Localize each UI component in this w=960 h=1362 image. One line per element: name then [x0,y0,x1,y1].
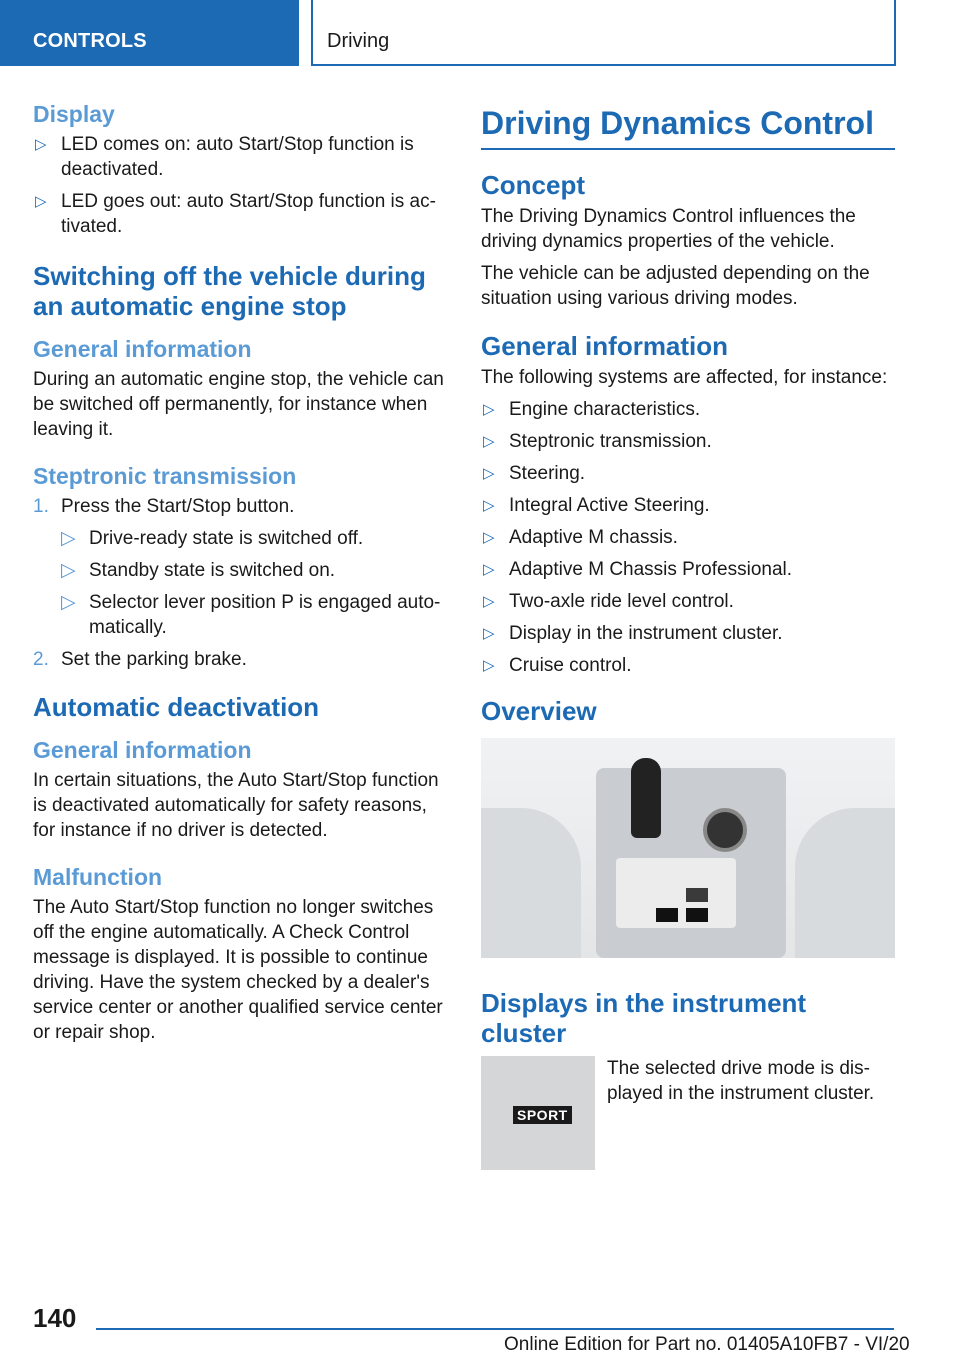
list-item: ▷ Engine characteristics. [483,399,701,420]
list-item: ▷ Display in the instrument cluster. [483,623,783,644]
steptronic-heading: Steptronic transmission [33,463,297,489]
selector-lever-icon [631,758,661,838]
step-number: 2. [33,649,49,670]
page-number: 140 [33,1303,77,1333]
displays-heading: Displays in the instrument cluster [481,988,807,1048]
display-list [33,132,445,239]
list-item: ▷ LED goes out: auto Start/Stop function is ac‐tivated. [35,191,436,237]
list-item: ▷ Selector lever position P is engaged auto‐matically. [61,592,441,638]
triangle-bullet-icon: ▷ [483,529,495,546]
triangle-bullet-icon: ▷ [483,593,495,610]
triangle-bullet-icon: ▷ [483,401,495,418]
list-item: ▷ Steering. [483,463,586,484]
steps-list [33,494,445,672]
concept-heading: Concept [481,170,585,200]
triangle-bullet-icon: ▷ [483,561,495,578]
list-item: 1. Press the Start/Stop button. ▷ Drive-ready state is switched off. ▷ Standby state is switched on. ▷ Selector lever position P is engaged auto‐matically. [33,494,445,640]
list-item: ▷ Steptronic transmission. [483,431,712,452]
triangle-bullet-icon: ▷ [483,497,495,514]
concept-text-1: The Driving Dynamics Control influences the driving dynamics properties of the vehicle. [481,206,856,252]
drive-mode-button-icon [686,888,708,902]
switch-off-heading: Switching off the vehicle during an automatic engine stop [33,261,426,321]
overview-heading: Overview [481,696,597,726]
header-section-tab [0,0,299,66]
general-text: The following systems are affected, for instance: [481,367,888,388]
drive-mode-button-icon [686,908,708,922]
triangle-bullet-icon: ▷ [35,193,47,210]
footer-edition: Online Edition for Part no. 01405A10FB7 - VI/20 [504,1334,910,1355]
auto-general-heading: General information [33,737,252,763]
general-info-text: During an automatic engine stop, the vehicle can be switched off permanently, for instance when leaving it. [33,369,444,440]
header-chapter-box [311,0,896,66]
list-item: ▷ Standby state is switched on. [61,560,336,581]
triangle-bullet-icon: ▷ [483,465,495,482]
header-chapter-label: Driving [327,30,390,52]
list-item: ▷ Cruise control. [483,655,632,676]
triangle-bullet-icon: ▷ [61,528,76,549]
displays-section [481,1056,895,1176]
triangle-bullet-icon: ▷ [483,625,495,642]
seat-left-shape [481,808,581,958]
header-section-label: CONTROLS [33,30,147,52]
instrument-cluster-image [481,1056,595,1170]
list-item: ▷ Two-axle ride level control. [483,591,734,612]
list-item: ▷ Adaptive M Chassis Professional. [483,559,793,580]
auto-deactivation-heading: Automatic deactivation [33,692,320,722]
malfunction-heading: Malfunction [33,864,163,890]
list-item: ▷ LED comes on: auto Start/Stop function is deactivated. [35,134,414,180]
footer-divider [96,1328,894,1330]
auto-general-text: In certain situations, the Auto Start/Stop function is deactivated automatically for safety reasons, for instance if no driver is detected. [33,770,439,841]
triangle-bullet-icon: ▷ [483,657,495,674]
systems-list [481,397,895,678]
triangle-bullet-icon: ▷ [61,560,76,581]
displays-text: The selected drive mode is dis‐played in the instrument cluster. [607,1058,875,1104]
list-item: ▷ Integral Active Steering. [483,495,710,516]
general-info-heading: General information [33,336,252,362]
center-console-image [481,738,895,958]
seat-right-shape [795,808,895,958]
step-number: 1. [33,496,49,517]
right-column [481,100,895,1176]
sport-mode-label: SPORT [513,1106,572,1124]
concept-text-2: The vehicle can be adjusted depending on the situation using various driving modes. [481,263,870,309]
left-column [33,100,445,1052]
list-item: ▷ Drive-ready state is switched off. [61,528,364,549]
general-heading: General information [481,331,729,361]
substeps-list [61,526,445,640]
drive-mode-button-icon [656,908,678,922]
list-item: ▷ Adaptive M chassis. [483,527,678,548]
page-section-title: Driving Dynamics Control [481,104,895,150]
triangle-bullet-icon: ▷ [483,433,495,450]
malfunction-text: The Auto Start/Stop function no longer switches off the engine automatically. A Check Control message is displayed. It is possible to continue driving. Have the system checked by a dealer's service center or another qualified service center or repair shop. [33,897,443,1043]
triangle-bullet-icon: ▷ [35,136,47,153]
list-item: 2. Set the parking brake. [33,649,247,670]
display-heading: Display [33,101,115,127]
controller-knob-icon [703,808,747,852]
triangle-bullet-icon: ▷ [61,592,76,613]
